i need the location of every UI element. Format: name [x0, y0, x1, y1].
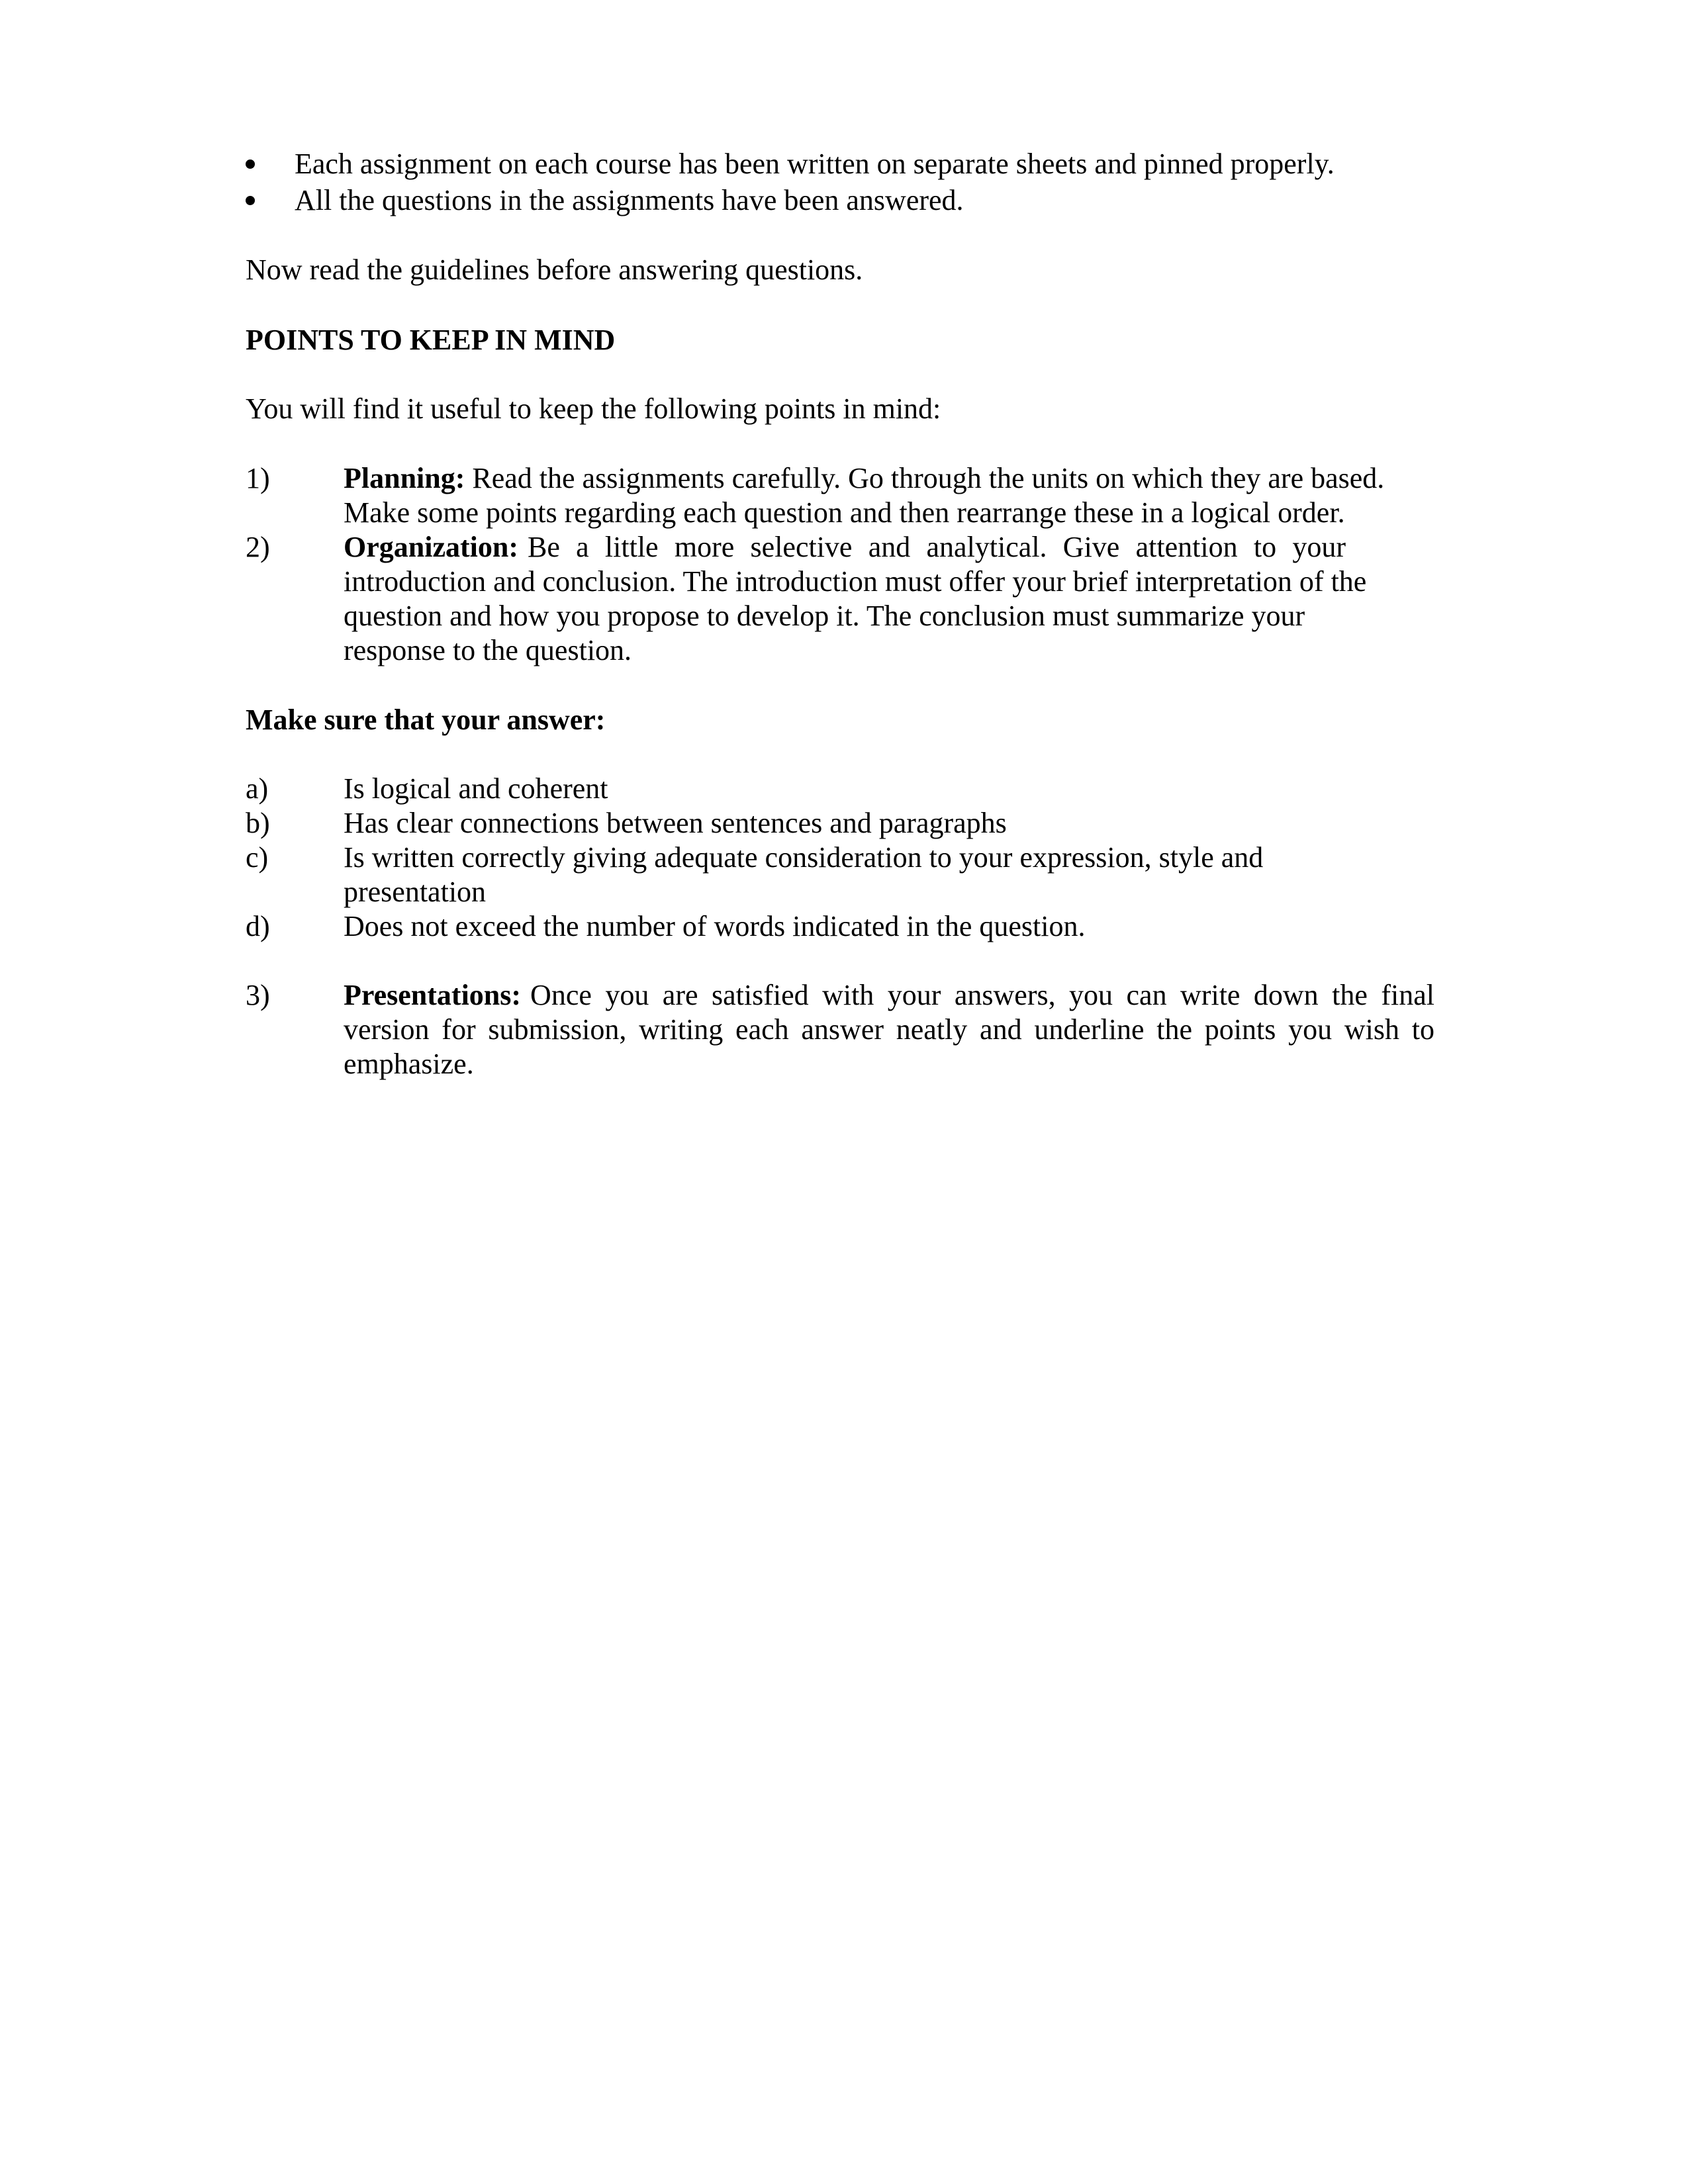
intro-line: Now read the guidelines before answering questions.: [246, 253, 863, 286]
answer-heading: Make sure that your answer:: [246, 704, 606, 736]
point-presentations-line1: Presentations: Once you are satisfied with your answers, you can write down the final: [344, 979, 1434, 1011]
criterion-marker: a): [246, 772, 269, 805]
point-organization-line2: introduction and conclusion. The introduction must offer your brief interpretation of the: [344, 565, 1367, 598]
point-marker: 3): [246, 979, 270, 1011]
criterion-text-continued: presentation: [344, 876, 487, 908]
checklist-item: All the questions in the assignments have been answered.: [295, 184, 964, 216]
bullet-icon: [246, 159, 255, 169]
section-heading: POINTS TO KEEP IN MIND: [246, 324, 616, 356]
criterion-marker: b): [246, 807, 270, 839]
point-title: Presentations:: [344, 979, 522, 1011]
point-planning-line2: Make some points regarding each question and then rearrange these in a logical order.: [344, 496, 1345, 529]
criterion-text: Has clear connections between sentences and paragraphs: [344, 807, 1007, 839]
point-title: Organization:: [344, 531, 518, 563]
point-organization-line3: question and how you propose to develop it. The conclusion must summarize your: [344, 600, 1305, 632]
criterion-marker: c): [246, 841, 269, 874]
criterion-text: Is written correctly giving adequate consideration to your expression, style and: [344, 841, 1264, 874]
criterion-marker: d): [246, 910, 270, 942]
point-organization-line4: response to the question.: [344, 634, 632, 666]
checklist-item: Each assignment on each course has been written on separate sheets and pinned properly.: [295, 148, 1335, 180]
point-marker: 2): [246, 531, 270, 563]
point-presentations-line2: version for submission, writing each answer neatly and underline the points you wish to: [344, 1013, 1434, 1046]
point-title: Planning:: [344, 462, 465, 494]
point-presentations-line3: emphasize.: [344, 1048, 474, 1080]
point-marker: 1): [246, 462, 270, 494]
bullet-icon: [246, 196, 255, 205]
criterion-text: Does not exceed the number of words indicated in the question.: [344, 910, 1086, 942]
point-organization-line1: Organization: Be a little more selective and analytical. Give attention to your: [344, 531, 1346, 563]
criterion-text: Is logical and coherent: [344, 772, 608, 805]
lead-in-text: You will find it useful to keep the following points in mind:: [246, 392, 941, 425]
point-planning-line1: Planning: Read the assignments carefully. Go through the units on which they are based.: [344, 462, 1385, 494]
